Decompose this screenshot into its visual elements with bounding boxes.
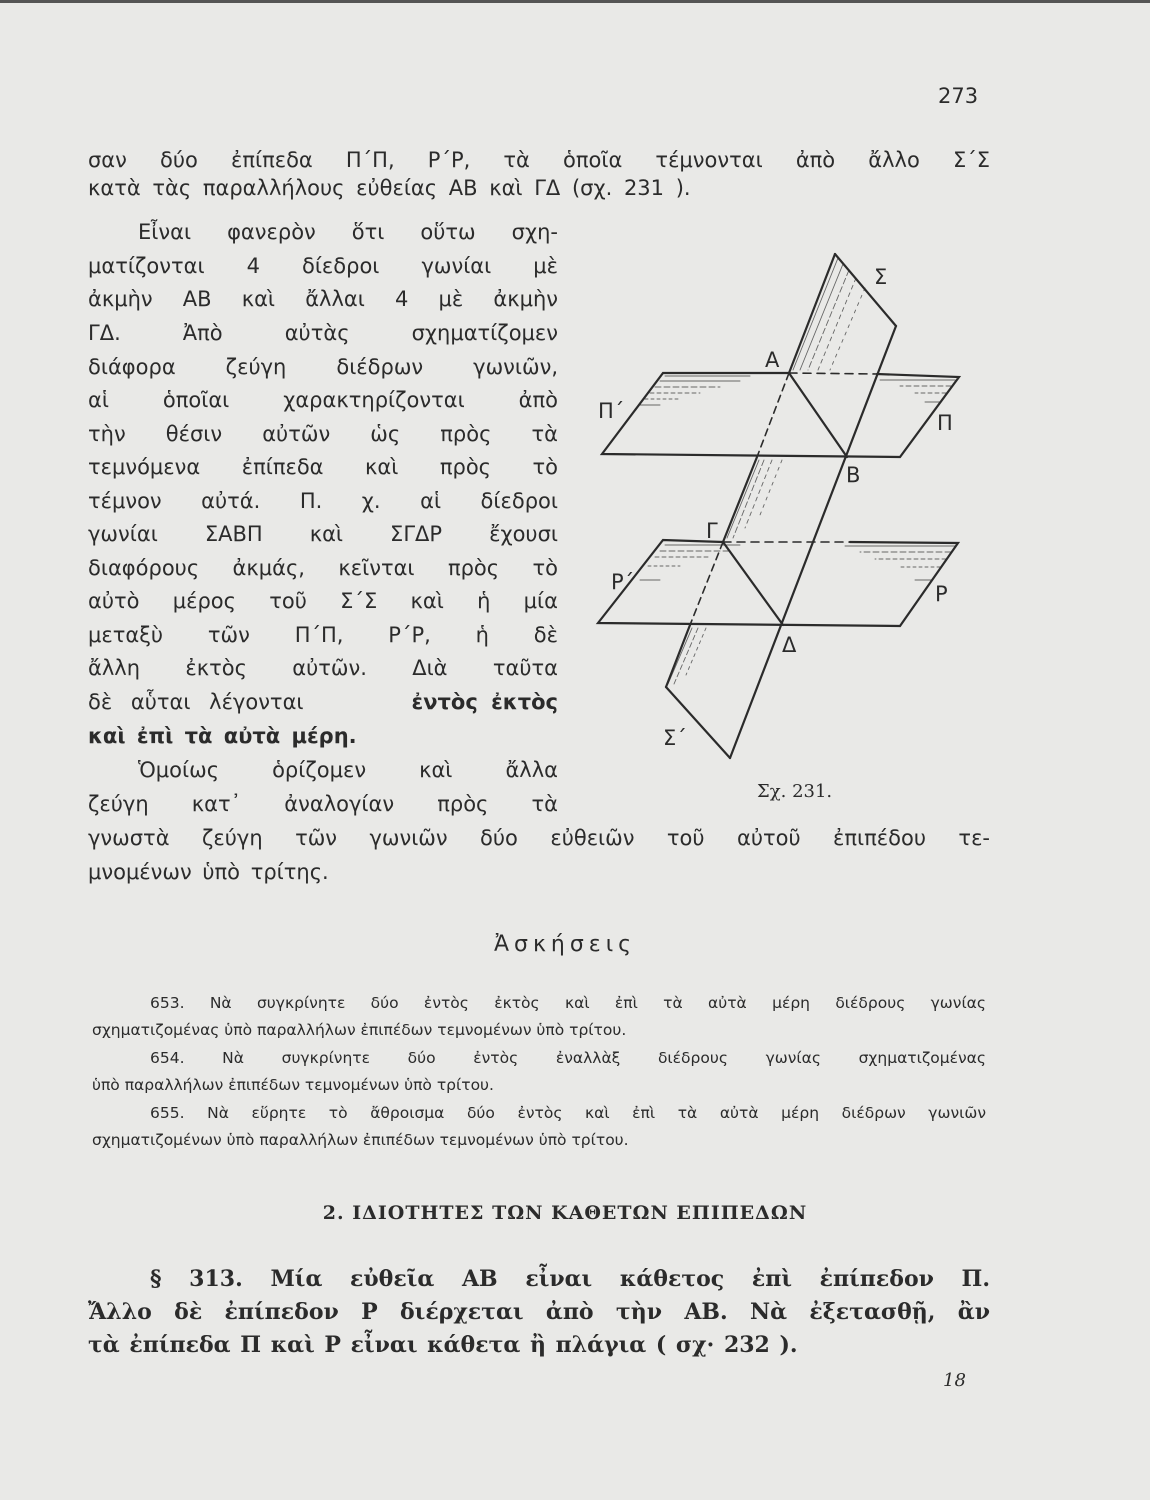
column-line: ἄλλη ἐκτὸς αὐτῶν. Διὰ ταῦτα — [88, 656, 558, 680]
problem-313-line-1: § 313. Μία εὐθεῖα ΑΒ εἶναι κάθετος ἐπὶ ἐπίπεδον Π. — [150, 1266, 990, 1292]
column-line: τεμνόμενα ἐπίπεδα καὶ πρὸς τὸ — [88, 455, 558, 479]
label-sigma: Σ — [874, 265, 888, 289]
shading-hatch — [640, 258, 955, 684]
page-number: 273 — [938, 84, 979, 108]
column-line: ζεύγη κατ᾽ ἀναλογίαν πρὸς τὰ — [88, 792, 558, 816]
exercise-654-line-2: ὑπὸ παραλλήλων ἐπιπέδων τεμνομένων ὑπὸ τρίτου. — [92, 1076, 494, 1094]
column-line: μεταξὺ τῶν Π΄Π, Ρ΄Ρ, ἡ δὲ — [88, 623, 558, 647]
label-rho: Ρ — [935, 582, 948, 606]
closing-line-2: μνομένων ὑπὸ τρίτης. — [88, 860, 329, 884]
column-line: αἱ ὁποῖαι χαρακτηρίζονται ἀπὸ — [88, 388, 558, 412]
problem-313-line-2: Ἄλλο δὲ ἐπίπεδον Ρ διέρχεται ἀπὸ τὴν ΑΒ. Νὰ ἐξετασθῇ, ἂν — [88, 1299, 990, 1325]
plain-text: δὲ αὗται λέγονται — [88, 690, 304, 714]
column-line: τὴν θέσιν αὐτῶν ὡς πρὸς τὰ — [88, 422, 558, 446]
label-gamma: Γ — [706, 519, 718, 543]
bold-term-line: καὶ ἐπὶ τὰ αὐτὰ μέρη. — [88, 724, 357, 748]
problem-313-line-3: τὰ ἐπίπεδα Π καὶ Ρ εἶναι κάθετα ἢ πλάγια ( σχ· 232 ). — [88, 1332, 798, 1358]
label-B: Β — [846, 463, 861, 487]
label-pi-prime: Π΄ — [598, 399, 625, 423]
column-line: ἀκμὴν ΑΒ καὶ ἄλλαι 4 μὲ ἀκμὴν — [88, 287, 558, 311]
column-line: τέμνον αὐτά. Π. χ. αἱ δίεδροι — [88, 489, 558, 513]
label-rho-prime: Ρ΄ — [611, 570, 635, 594]
exercise-653-line-1: 653. Νὰ συγκρίνητε δύο ἐντὸς ἐκτὸς καὶ ἐπὶ τὰ αὐτὰ μέρη διέδρους γωνίας — [150, 994, 986, 1012]
column-line: Εἶναι φανερὸν ὅτι οὕτω σχη- — [138, 220, 558, 244]
label-delta: Δ — [782, 633, 797, 657]
intro-line-1: σαν δύο ἐπίπεδα Π΄Π, Ρ΄Ρ, τὰ ὁποῖα τέμνονται ἀπὸ ἄλλο Σ΄Σ — [88, 148, 990, 172]
plane-rho — [598, 540, 958, 626]
signature-mark: 18 — [943, 1370, 966, 1391]
bold-term: ἐντὸς ἐκτὸς — [411, 690, 558, 714]
section-heading: 2. ΙΔΙΟΤΗΤΕΣ ΤΩΝ ΚΑΘΕΤΩΝ ΕΠΙΠΕΔΩΝ — [322, 1202, 808, 1224]
edge-AB — [789, 373, 847, 457]
label-A: Α — [765, 348, 780, 372]
label-sigma-prime: Σ΄ — [663, 726, 687, 750]
column-line: Ὁμοίως ὁρίζομεν καὶ ἄλλα — [138, 758, 558, 782]
column-line: διαφόρους ἀκμάς, κεῖνται πρὸς τὸ — [88, 556, 558, 580]
exercises-heading: Ἀσκήσεις — [493, 932, 637, 957]
closing-line-1: γνωστὰ ζεύγη τῶν γωνιῶν δύο εὐθειῶν τοῦ αὐτοῦ ἐπιπέδου τε- — [88, 826, 990, 850]
exercise-655-line-1: 655. Νὰ εὕρητε τὸ ἄθροισμα δύο ἐντὸς καὶ ἐπὶ τὰ αὐτὰ μέρη διέδρων γωνιῶν — [150, 1104, 986, 1122]
exercise-654-line-1: 654. Νὰ συγκρίνητε δύο ἐντὸς ἐναλλὰξ διέδρους γωνίας σχηματιζομένας — [150, 1049, 986, 1067]
column-line: αὐτὸ μέρος τοῦ Σ΄Σ καὶ ἡ μία — [88, 589, 558, 613]
column-line: διάφορα ζεύγη διέδρων γωνιῶν, — [88, 355, 558, 379]
plane-pi — [602, 373, 959, 457]
column-line: γωνίαι ΣΑΒΠ καὶ ΣΓΔΡ ἔχουσι — [88, 522, 558, 546]
edge-GD — [723, 542, 783, 625]
figure-caption: Σχ. 231. — [757, 781, 833, 802]
column-line: ματίζονται 4 δίεδροι γωνίαι μὲ — [88, 254, 558, 278]
label-pi: Π — [937, 411, 953, 435]
exercise-653-line-2: σχηματιζομένας ὑπὸ παραλλήλων ἐπιπέδων τεμνομένων ὑπὸ τρίτου. — [92, 1021, 627, 1039]
intro-line-2: κατὰ τὰς παραλλήλους εὐθείας ΑΒ καὶ ΓΔ (σχ. 231 ). — [88, 176, 691, 200]
exercise-655-line-2: σχηματιζομένων ὑπὸ παραλλήλων ἐπιπέδων τεμνομένων ὑπὸ τρίτου. — [92, 1131, 629, 1149]
column-line: ΓΔ. Ἀπὸ αὐτὰς σχηματίζομεν — [88, 321, 558, 345]
